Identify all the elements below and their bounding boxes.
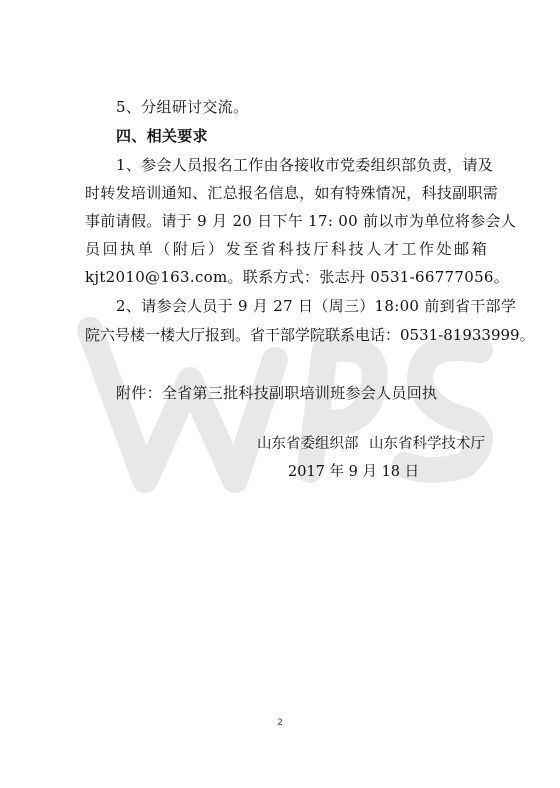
paragraph-1-line-4: 员回执单（附后）发至省科技厅科技人才工作处邮箱 bbox=[85, 240, 487, 258]
signature-date: 2017 年 9 月 18 日 bbox=[288, 464, 420, 480]
list-item-5: 5、分组研讨交流。 bbox=[116, 98, 249, 116]
page-number: 2 bbox=[277, 718, 283, 728]
paragraph-1-line-1: 1、参会人员报名工作由各接收市党委组织部负责，请及 bbox=[116, 156, 494, 174]
section-heading-requirements: 四、相关要求 bbox=[116, 127, 208, 145]
paragraph-1-line-5: kjt2010@163.com。联系方式：张志丹 0531-66777056。 bbox=[85, 268, 510, 286]
paragraph-1-line-2: 时转发培训通知、汇总报名信息，如有特殊情况，科技副职需 bbox=[85, 184, 499, 202]
paragraph-2-line-2: 院六号楼一楼大厅报到。省干部学院联系电话：0531-81933999。 bbox=[85, 326, 535, 344]
attachment-note: 附件：全省第三批科技副职培训班参会人员回执 bbox=[116, 384, 438, 402]
signature-org-1: 山东省委组织部 bbox=[257, 436, 359, 452]
paragraph-2-line-1: 2、请参会人员于 9 月 27 日（周三）18:00 前到省干部学 bbox=[116, 297, 517, 315]
paragraph-1-line-3: 事前请假。请于 9 月 20 日下午 17: 00 前以市为单位将参会人 bbox=[85, 212, 517, 230]
signature-org-2: 山东省科学技术厅 bbox=[369, 436, 485, 452]
